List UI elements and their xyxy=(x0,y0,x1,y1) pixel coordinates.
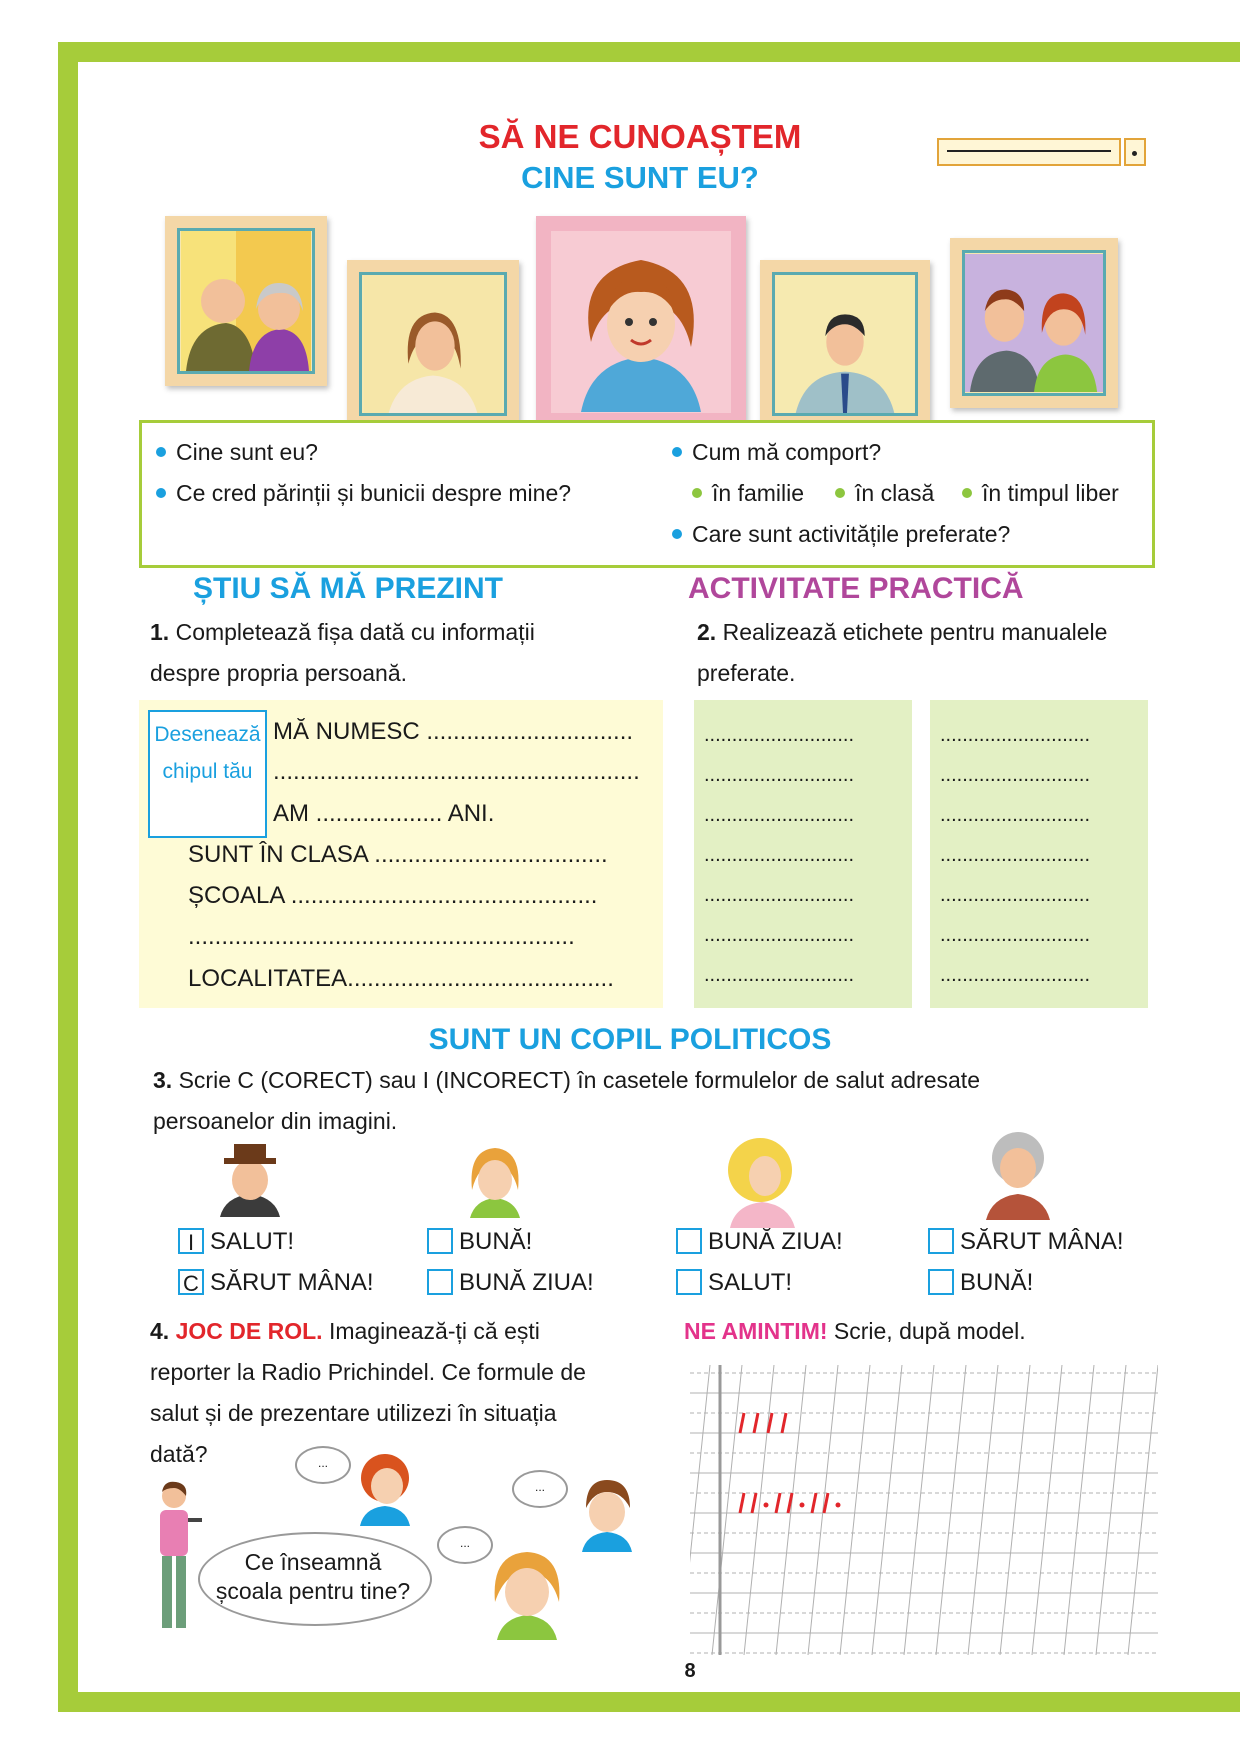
question-item: Care sunt activitățile preferate? xyxy=(672,521,1010,548)
bullet-icon xyxy=(835,488,845,498)
date-dot-box xyxy=(1124,138,1146,166)
exercise4-text-cont: salut și de prezentare utilizezi în situația xyxy=(150,1400,557,1426)
name-field[interactable]: MĂ NUMESC ............................... xyxy=(273,718,634,745)
bullet-icon xyxy=(156,488,166,498)
siblings-illustration xyxy=(965,253,1103,393)
dot-line: ........................... xyxy=(940,964,1091,986)
greeting-option[interactable]: I SALUT! xyxy=(178,1228,294,1256)
girl-illustration xyxy=(551,231,731,413)
dot-line: ........................... xyxy=(940,764,1091,786)
school-field[interactable]: ȘCOALA .............................................. xyxy=(188,882,598,909)
dot-line: ........................... xyxy=(704,924,855,946)
old-man-icon xyxy=(210,1142,290,1217)
handwriting-grid xyxy=(690,1365,1158,1655)
dot-line: ........................... xyxy=(704,964,855,986)
draw-face-box[interactable] xyxy=(148,710,267,838)
page-frame-bottom xyxy=(58,1692,1240,1712)
page-subtitle: CINE SUNT EU? xyxy=(521,160,759,195)
section1-heading: ȘTIU SĂ MĂ PREZINT xyxy=(193,572,504,605)
dot-line: ........................... xyxy=(940,884,1091,906)
girl-icon xyxy=(460,1140,530,1218)
exercise4-text-cont: dată? xyxy=(150,1441,208,1467)
dot-line: ........................... xyxy=(940,724,1091,746)
grandparents-illustration xyxy=(180,231,312,371)
siblings-photo xyxy=(950,238,1118,408)
father-illustration xyxy=(775,275,915,413)
exercise4-text-cont: reporter la Radio Prichindel. Ce formule de xyxy=(150,1359,586,1385)
blonde-girl-icon xyxy=(487,1540,567,1640)
dot-line: ........................... xyxy=(704,844,855,866)
answer-checkbox[interactable]: I xyxy=(178,1228,204,1254)
greeting-option[interactable]: BUNĂ! xyxy=(427,1228,532,1256)
label-card[interactable] xyxy=(930,700,1148,1008)
exercise2-text-cont: preferate. xyxy=(697,660,796,686)
exercise3-text: 3. Scrie C (CORECT) sau I (INCORECT) în casetele formulelor de salut adresate xyxy=(153,1067,980,1093)
greeting-option[interactable]: BUNĂ! xyxy=(928,1269,1033,1297)
dot-line: ........................... xyxy=(704,724,855,746)
curly-girl-icon xyxy=(715,1130,810,1228)
bullet-icon xyxy=(672,447,682,457)
speech-bubble-text: Ce înseamnă școala pentru tine? xyxy=(215,1549,411,1604)
bullet-icon xyxy=(156,447,166,457)
thought-bubble: ... xyxy=(295,1446,351,1484)
answer-checkbox[interactable] xyxy=(676,1269,702,1295)
exercise1-text-cont: despre propria persoană. xyxy=(150,660,407,686)
exercise5-text: NE AMINTIM! Scrie, după model. xyxy=(684,1318,1026,1344)
page-number: 8 xyxy=(684,1660,696,1682)
draw-face-label: Desenează xyxy=(154,723,261,746)
school-field-cont[interactable]: .......................................................... xyxy=(188,923,575,950)
mother-illustration xyxy=(362,275,504,413)
exercise3-text-cont: persoanelor din imagini. xyxy=(153,1108,398,1134)
bullet-icon xyxy=(962,488,972,498)
page-frame-left xyxy=(58,42,78,1712)
name-field-cont[interactable]: ....................................................... xyxy=(273,758,640,785)
redhead-boy-icon xyxy=(352,1448,418,1526)
bullet-icon xyxy=(672,529,682,539)
dot-line: ........................... xyxy=(940,844,1091,866)
answer-checkbox[interactable] xyxy=(676,1228,702,1254)
class-field[interactable]: SUNT ÎN CLASA ................................... xyxy=(188,841,608,868)
question-item: Ce cred părinții și bunicii despre mine? xyxy=(156,480,571,507)
exercise4-text: 4. JOC DE ROL. Imaginează-ți că ești xyxy=(150,1318,540,1344)
thought-bubble: ... xyxy=(512,1470,568,1508)
dot-line: ........................... xyxy=(704,764,855,786)
draw-face-label: chipul tău xyxy=(162,760,253,783)
answer-checkbox[interactable] xyxy=(928,1228,954,1254)
exercise1-text: 1. Completează fișa dată cu informații xyxy=(150,619,535,645)
question-sub-item: în familie xyxy=(692,480,804,507)
bullet-icon xyxy=(692,488,702,498)
answer-checkbox[interactable] xyxy=(928,1269,954,1295)
father-photo xyxy=(760,260,930,428)
answer-checkbox[interactable]: C xyxy=(178,1269,204,1295)
city-field[interactable]: LOCALITATEA........................................ xyxy=(188,965,614,992)
answer-checkbox[interactable] xyxy=(427,1228,453,1254)
child-photo xyxy=(536,216,746,428)
question-sub-item: în timpul liber xyxy=(962,480,1119,507)
question-sub-item: în clasă xyxy=(835,480,934,507)
greeting-option[interactable]: BUNĂ ZIUA! xyxy=(427,1269,594,1297)
thought-bubble: ... xyxy=(437,1526,493,1564)
page-frame-top xyxy=(58,42,1240,62)
dot-line: ........................... xyxy=(704,804,855,826)
date-field[interactable] xyxy=(937,138,1121,166)
section2-heading: ACTIVITATE PRACTICĂ xyxy=(688,572,1024,605)
mother-photo xyxy=(347,260,519,428)
grandmother-icon xyxy=(978,1122,1058,1220)
dot-line: ........................... xyxy=(940,804,1091,826)
greeting-option[interactable]: SALUT! xyxy=(676,1269,792,1297)
question-item: Cum mă comport? xyxy=(672,439,881,466)
greeting-option[interactable]: C SĂRUT MÂNA! xyxy=(178,1269,374,1297)
question-item: Cine sunt eu? xyxy=(156,439,318,466)
label-card[interactable] xyxy=(694,700,912,1008)
answer-checkbox[interactable] xyxy=(427,1269,453,1295)
greeting-option[interactable]: BUNĂ ZIUA! xyxy=(676,1228,843,1256)
dot-line: ........................... xyxy=(940,924,1091,946)
age-field[interactable]: AM ................... ANI. xyxy=(273,800,495,827)
section3-heading: SUNT UN COPIL POLITICOS xyxy=(428,1023,832,1056)
exercise2-text: 2. Realizează etichete pentru manualele xyxy=(697,619,1108,645)
questions-box xyxy=(139,420,1155,568)
greeting-option[interactable]: SĂRUT MÂNA! xyxy=(928,1228,1124,1256)
page-title: SĂ NE CUNOAȘTEM xyxy=(478,118,802,155)
grandparents-photo xyxy=(165,216,327,386)
boy-icon xyxy=(574,1474,640,1552)
dot-line: ........................... xyxy=(704,884,855,906)
